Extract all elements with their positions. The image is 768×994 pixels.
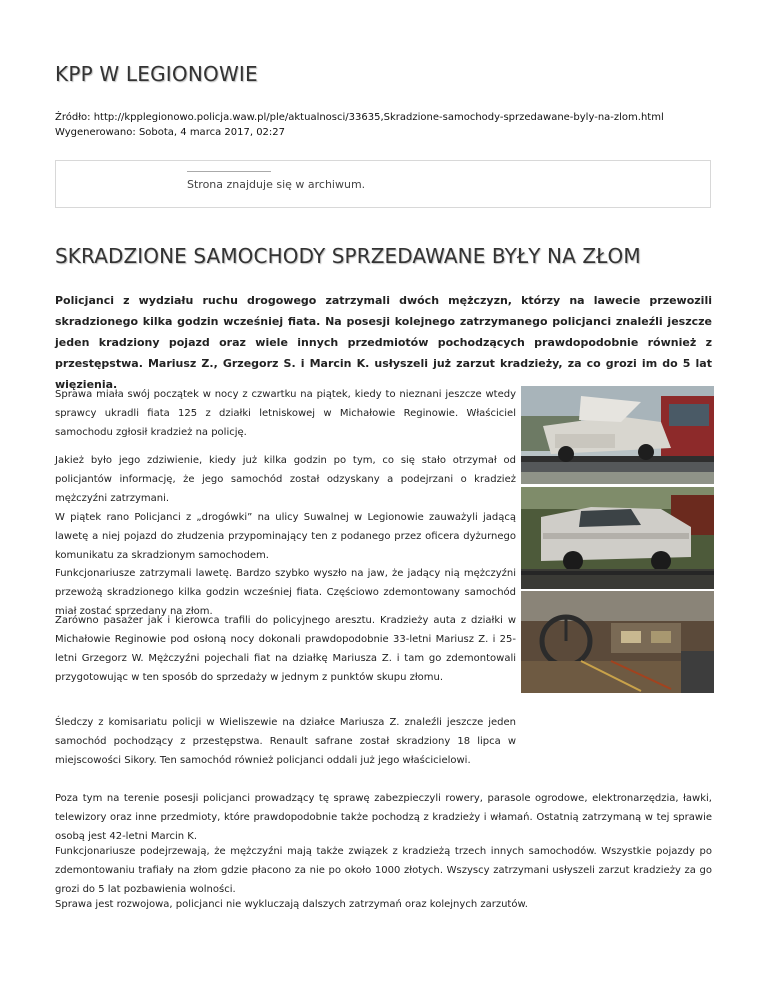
paragraph-3a: Funkcjonariusze zatrzymali lawetę. Bardzo szybko wyszło na jaw, że jadący nią mężczyźni przewożą skradzionego kilka godzin wcześniej fiata. Częściowo zdemontowany samochód miał zostać sprzedany na złom. — [55, 568, 516, 617]
paragraph-4: Śledczy z komisariatu policji w Wieliszewie na działce Mariusza Z. znaleźli jeszcze jeden samochód pochodzący z przestępstwa. Renault safrane został skradziony 18 lipca w miejscowości Sikory. Ten samochód również policjanci oddali już jego właścicielowi. — [55, 717, 516, 766]
paragraph-7: Sprawa jest rozwojowa, policjanci nie wykluczają dalszych zatrzymań oraz kolejnych zarzutów. — [55, 899, 528, 910]
article-lead: Policjanci z wydziału ruchu drogowego zatrzymali dwóch mężczyzn, którzy na lawecie przewozili skradzionego kilka godzin wcześniej fiata. Na posesji kolejnego zatrzymanego policjanci znaleźli jeszcze jeden kradziony pojazd oraz wiele innych przedmiotów pochodzących prawdopodobnie również z przestępstwa. Mariusz Z., Grzegorz S. i Marcin K. usłyszeli już zarzut kradzieży, za co grozi im do 5 lat więzienia. — [55, 294, 712, 391]
photo-car-on-tow-truck — [521, 386, 714, 484]
archive-divider — [187, 171, 271, 172]
page-meta — [55, 110, 664, 140]
article-title: SKRADZIONE SAMOCHODY SPRZEDAWANE BYŁY NA ZŁOM — [55, 244, 641, 268]
paragraph-2a: Jakież było jego zdziwienie, kiedy już kilka godzin po tym, co się stało otrzymał od policjantów informację, że jego samochód został odzyskany a podejrzani o kradzież mężczyźni zatrzymani. — [55, 455, 516, 504]
paragraph-6: Funkcjonariusze podejrzewają, że mężczyźni mają także związek z kradzieżą trzech innych samochodów. Wszystkie pojazdy po zdemontowaniu trafiały na złom gdzie płacono za nie po około 1000 złotych. Wszyscy zatrzymani usłyszeli zarzut kradzieży za go grozi do 5 lat pozbawienia wolności. — [55, 846, 712, 895]
paragraph-3b: Zarówno pasażer jak i kierowca trafili do policyjnego aresztu. Kradzieży auta z działki w Michałowie Reginowie pod osłoną nocy dokonali prawdopodobnie 33-letni Mariusz Z. i 25-letni Grzegorz W. Mężczyźni pojechali fiat na działkę Mariusza Z. i tam go zdemontowali przygotowując w ten sposób do sprzedaży w jednym z punktów skupu złomu. — [55, 615, 516, 683]
photo-car-side — [521, 487, 714, 589]
source-url: Źródło: http://kpplegionowo.policja.waw.pl/ple/aktualnosci/33635,Skradzione-samochody-sprzedawane-byly-na-zlom.html — [55, 112, 664, 123]
archive-notice-box — [55, 160, 711, 208]
photo-car-interior — [521, 591, 714, 693]
site-title: KPP W LEGIONOWIE — [55, 62, 258, 86]
paragraph-1: Sprawa miała swój początek w nocy z czwartku na piątek, kiedy to nieznani jeszcze wtedy sprawcy ukradli fiata 125 z działki letniskowej w Michałowie Reginowie. Właściciel samochodu zgłosił kradzież na policję. — [55, 389, 516, 438]
paragraph-5: Poza tym na terenie posesji policjanci prowadzący tę sprawę zabezpieczyli rowery, parasole ogrodowe, elektronarzędzia, ławki, telewizory oraz inne przedmioty, które prawdopodobnie także pochodzą z kradzieży i włamań. Ostatnią zatrzymaną w tej sprawie osobą jest 42-letni Marcin K. — [55, 793, 712, 842]
archive-notice: Strona znajduje się w archiwum. — [187, 178, 366, 191]
generated-date: Wygenerowano: Sobota, 4 marca 2017, 02:27 — [55, 127, 286, 138]
paragraph-2b: W piątek rano Policjanci z „drogówki” na ulicy Suwalnej w Legionowie zauważyli jadącą lawetę a niej pojazd do złudzenia przypominający ten z podanego przez oficera dyżurnego komunikatu za skradzionym samochodem. — [55, 512, 516, 561]
